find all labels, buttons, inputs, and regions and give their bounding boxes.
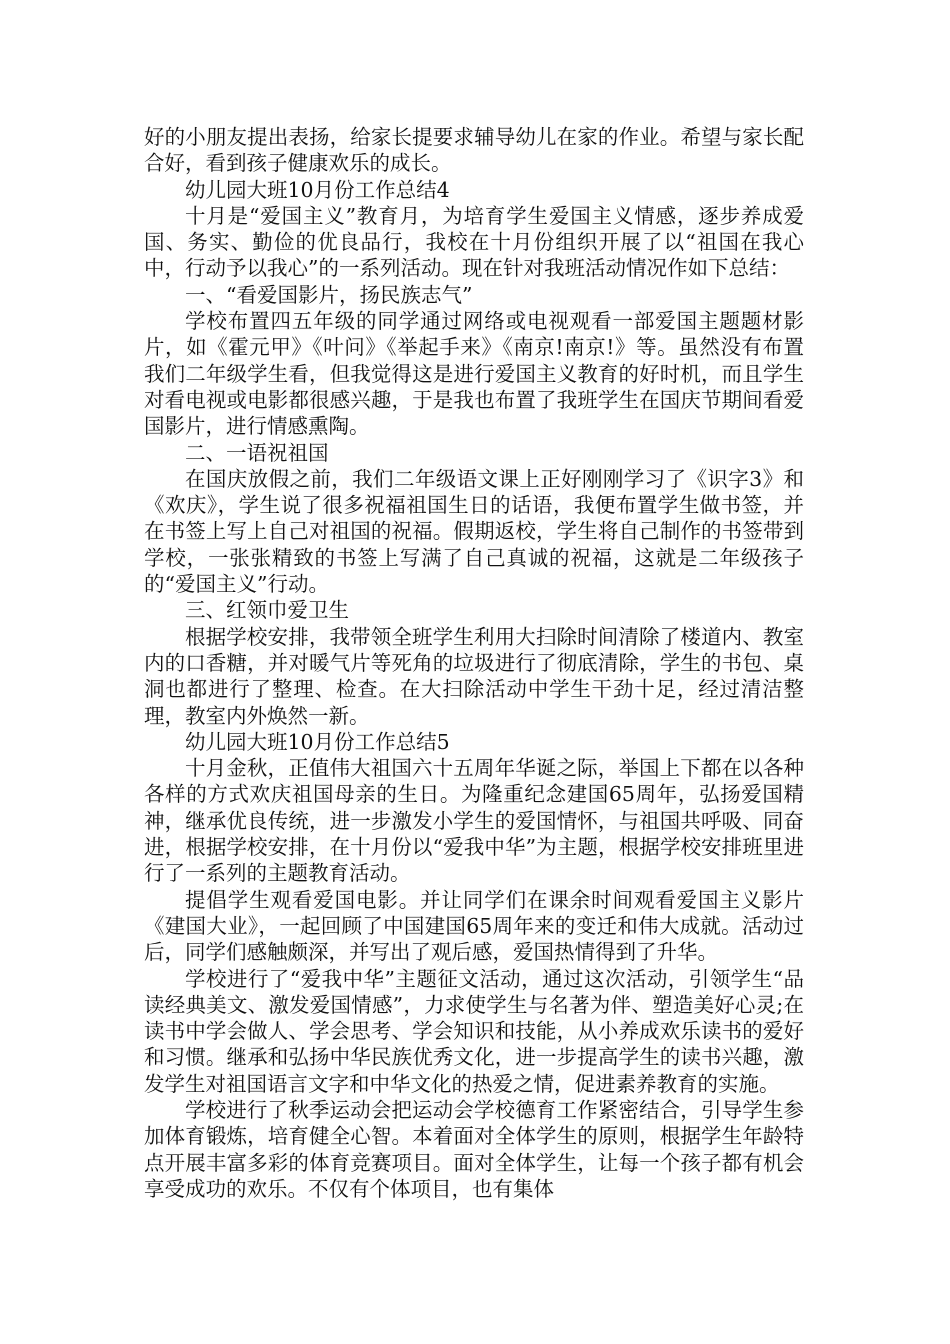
- paragraph-films: 学校布置四五年级的同学通过网络或电视观看一部爱国主题题材影片，如《霍元甲》《叶问》《举起手来》《南京!南京!》等。虽然没有布置我们二年级学生看，但我觉得这是进行爱国主义教育的好时机，而且学生对看电视或电影都很感兴趣，于是我也布置了我班学生在国庆节期间看爱国影片，进行情感熏陶。: [144, 309, 804, 439]
- paragraph-hygiene: 根据学校安排，我带领全班学生利用大扫除时间清除了楼道内、教室内的口香糖，并对暖气片等死角的垃圾进行了彻底清除，学生的书包、桌洞也都进行了整理、检查。在大扫除活动中学生干劲十足，经过清洁整理，教室内外焕然一新。: [144, 624, 804, 728]
- paragraph-continuation: 好的小朋友提出表扬，给家长提要求辅导幼儿在家的作业。希望与家长配合好，看到孩子健康欢乐的成长。: [144, 125, 804, 176]
- subheading-hygiene: 三、红领巾爱卫生: [185, 598, 349, 623]
- document-page: [144, 124, 804, 1202]
- paragraph-movie: 提倡学生观看爱国电影。并让同学们在课余时间观看爱国主义影片《建国大业》，一起回顾了中国建国65周年来的变迁和伟大成就。活动过后，同学们感触颇深，并写出了观后感，爱国热情得到了升华。: [144, 887, 804, 965]
- paragraph-intro: 十月是“爱国主义”教育月，为培育学生爱国主义情感，逐步养成爱国、务实、勤俭的优良品行，我校在十月份组织开展了以“祖国在我心中，行动予以我心”的一系列活动。现在针对我班活动情况作如下总结：: [144, 203, 804, 281]
- subheading-patriotic-films: 一、“看爱国影片，扬民族志气”: [185, 282, 473, 307]
- paragraph-sports: 学校进行了秋季运动会把运动会学校德育工作紧密结合，引导学生参加体育锻炼，培育健全心智。本着面对全体学生的原则，根据学生年龄特点开展丰富多彩的体育竞赛项目。面对全体学生，让每一个孩子都有机会享受成功的欢乐。不仅有个体项目，也有集体: [144, 1097, 804, 1201]
- subheading-blessing: 二、一语祝祖国: [185, 440, 329, 465]
- paragraph-anniversary: 十月金秋，正值伟大祖国六十五周年华诞之际，举国上下都在以各种各样的方式欢庆祖国母亲的生日。为隆重纪念建国65周年，弘扬爱国精神，继承优良传统，进一步激发小学生的爱国情怀，与祖国共呼吸、同奋进，根据学校安排，在十月份以“爱我中华”为主题，根据学校安排班里进行了一系列的主题教育活动。: [144, 756, 804, 886]
- paragraph-blessing: 在国庆放假之前，我们二年级语文课上正好刚刚学习了《识字3》和《欢庆》，学生说了很多祝福祖国生日的话语，我便布置学生做书签，并在书签上写上自己对祖国的祝福。假期返校，学生将自己制作的书签带到学校，一张张精致的书签上写满了自己真诚的祝福，这就是二年级孩子的“爱国主义”行动。: [144, 466, 804, 597]
- section-heading-summary-4: 幼儿园大班10月份工作总结4: [185, 177, 450, 202]
- section-heading-summary-5: 幼儿园大班10月份工作总结5: [185, 729, 450, 754]
- paragraph-essay: 学校进行了“爱我中华”主题征文活动，通过这次活动，引领学生“品读经典美文、激发爱国情感”，力求使学生与名著为伴、塑造美好心灵;在读书中学会做人、学会思考、学会知识和技能，从小养成欢乐读书的爱好和习惯。继承和弘扬中华民族优秀文化，进一步提高学生的读书兴趣，激发学生对祖国语言文字和中华文化的热爱之情，促进素养教育的实施。: [144, 966, 804, 1096]
